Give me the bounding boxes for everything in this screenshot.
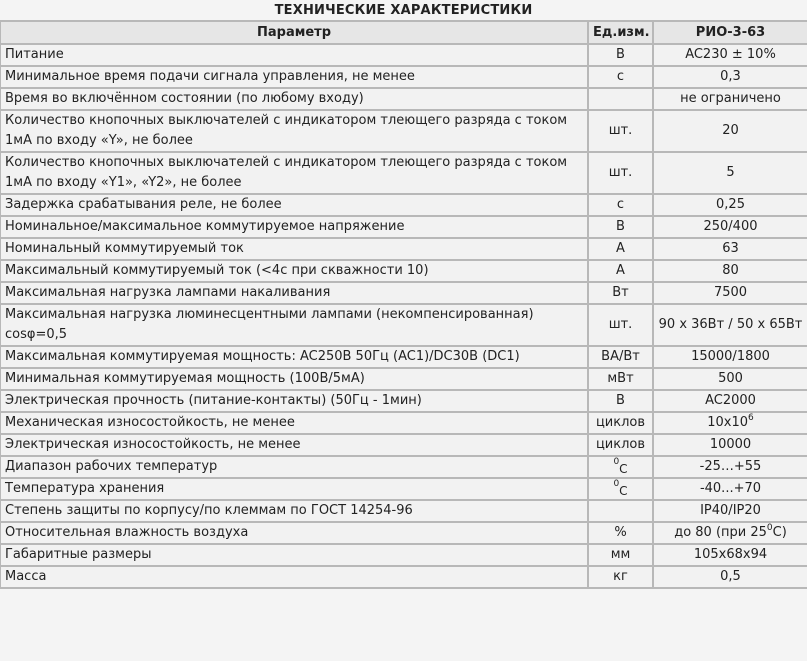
value-post: C) bbox=[772, 525, 787, 540]
value-cell: 63 bbox=[653, 238, 807, 260]
value-cell: 250/400 bbox=[653, 216, 807, 238]
header-param: Параметр bbox=[0, 21, 588, 44]
unit-cell bbox=[588, 500, 653, 522]
unit-cell: ВА/Вт bbox=[588, 346, 653, 368]
param-cell: Задержка срабатывания реле, не более bbox=[0, 194, 588, 216]
table-row bbox=[0, 216, 807, 238]
param-cell: Максимальная нагрузка лампами накаливания bbox=[0, 282, 588, 304]
param-cell: Минимальное время подачи сигнала управления, не менее bbox=[0, 66, 588, 88]
unit-sup: 0 bbox=[613, 457, 620, 467]
unit-cell: с bbox=[588, 194, 653, 216]
unit-cell: Вт bbox=[588, 282, 653, 304]
table-row bbox=[0, 412, 807, 434]
value-cell: 0,3 bbox=[653, 66, 807, 88]
value-cell: AC230 ± 10% bbox=[653, 44, 807, 66]
param-cell: Количество кнопочных выключателей с индикатором тлеющего разряда с током 1мА по входу «Y», не более bbox=[0, 110, 588, 152]
table-row bbox=[0, 544, 807, 566]
unit-cell: циклов bbox=[588, 434, 653, 456]
table-row bbox=[0, 260, 807, 282]
param-cell: Максимальная коммутируемая мощность: AC250В 50Гц (AC1)/DC30В (DC1) bbox=[0, 346, 588, 368]
table-row bbox=[0, 238, 807, 260]
param-cell: Электрическая износостойкость, не менее bbox=[0, 434, 588, 456]
table-row bbox=[0, 456, 807, 478]
value-cell: 20 bbox=[653, 110, 807, 152]
page-title: ТЕХНИЧЕСКИЕ ХАРАКТЕРИСТИКИ bbox=[274, 3, 533, 18]
table-row bbox=[0, 66, 807, 88]
unit-cell: циклов bbox=[588, 412, 653, 434]
unit-cell: А bbox=[588, 238, 653, 260]
unit-cell: шт. bbox=[588, 152, 653, 194]
header-unit: Ед.изм. bbox=[588, 21, 653, 44]
table-row bbox=[0, 88, 807, 110]
unit-cell bbox=[588, 478, 653, 500]
unit-cell: шт. bbox=[588, 110, 653, 152]
value-cell: не ограничено bbox=[653, 88, 807, 110]
table-row bbox=[0, 478, 807, 500]
unit-cell: кг bbox=[588, 566, 653, 588]
unit-cell: мВт bbox=[588, 368, 653, 390]
unit-cell bbox=[588, 88, 653, 110]
table-row bbox=[0, 346, 807, 368]
unit-cell: В bbox=[588, 216, 653, 238]
param-cell: Масса bbox=[0, 566, 588, 588]
param-cell: Количество кнопочных выключателей с индикатором тлеющего разряда с током 1мА по входу «Y1», «Y2», не более bbox=[0, 152, 588, 194]
table-row bbox=[0, 194, 807, 216]
param-cell: Минимальная коммутируемая мощность (100В/5мА) bbox=[0, 368, 588, 390]
param-cell: Габаритные размеры bbox=[0, 544, 588, 566]
value-cell: 90 x 36Вт / 50 x 65Вт bbox=[653, 304, 807, 346]
table-row bbox=[0, 566, 807, 588]
value-cell: IP40/IP20 bbox=[653, 500, 807, 522]
param-cell: Температура хранения bbox=[0, 478, 588, 500]
param-cell: Питание bbox=[0, 44, 588, 66]
value-cell: AC2000 bbox=[653, 390, 807, 412]
table-row bbox=[0, 110, 807, 152]
table-row bbox=[0, 522, 807, 544]
value-cell: 15000/1800 bbox=[653, 346, 807, 368]
table-row bbox=[0, 282, 807, 304]
value-cell: 7500 bbox=[653, 282, 807, 304]
param-cell: Максимальный коммутируемый ток (<4с при скважности 10) bbox=[0, 260, 588, 282]
unit-cell: А bbox=[588, 260, 653, 282]
param-cell: Номинальный коммутируемый ток bbox=[0, 238, 588, 260]
param-cell: Номинальное/максимальное коммутируемое напряжение bbox=[0, 216, 588, 238]
unit-cell: с bbox=[588, 66, 653, 88]
param-cell: Электрическая прочность (питание-контакты) (50Гц - 1мин) bbox=[0, 390, 588, 412]
param-cell: Степень защиты по корпусу/по клеммам по ГОСТ 14254-96 bbox=[0, 500, 588, 522]
table-row bbox=[0, 44, 807, 66]
param-cell: Диапазон рабочих температур bbox=[0, 456, 588, 478]
value-cell: 0,5 bbox=[653, 566, 807, 588]
unit-cell: мм bbox=[588, 544, 653, 566]
value-sup: 0 bbox=[766, 523, 773, 533]
unit-cell bbox=[588, 456, 653, 478]
table-header-row bbox=[0, 21, 807, 44]
param-cell: Максимальная нагрузка люминесцентными лампами (некомпенсированная) cosφ=0,5 bbox=[0, 304, 588, 346]
table-row bbox=[0, 390, 807, 412]
header-value: РИО-3-63 bbox=[653, 21, 807, 44]
table-row bbox=[0, 368, 807, 390]
unit-cell: % bbox=[588, 522, 653, 544]
value-cell: 0,25 bbox=[653, 194, 807, 216]
value-cell bbox=[653, 522, 807, 544]
unit-cell: В bbox=[588, 390, 653, 412]
value-cell: -25…+55 bbox=[653, 456, 807, 478]
specs-table bbox=[0, 20, 807, 589]
unit-cell: шт. bbox=[588, 304, 653, 346]
value-base: 10x10 bbox=[707, 415, 749, 430]
table-row bbox=[0, 500, 807, 522]
param-cell: Механическая износостойкость, не менее bbox=[0, 412, 588, 434]
table-row bbox=[0, 304, 807, 346]
unit-sub: C bbox=[619, 462, 628, 476]
param-cell: Относительная влажность воздуха bbox=[0, 522, 588, 544]
value-cell: 10000 bbox=[653, 434, 807, 456]
value-cell: 80 bbox=[653, 260, 807, 282]
value-cell: 105x68x94 bbox=[653, 544, 807, 566]
value-sup: 6 bbox=[748, 413, 754, 423]
value-cell bbox=[653, 412, 807, 434]
table-row bbox=[0, 434, 807, 456]
unit-cell: В bbox=[588, 44, 653, 66]
unit-sup: 0 bbox=[613, 479, 620, 489]
value-cell: 500 bbox=[653, 368, 807, 390]
table-row bbox=[0, 152, 807, 194]
value-cell: -40...+70 bbox=[653, 478, 807, 500]
value-cell: 5 bbox=[653, 152, 807, 194]
param-cell: Время во включённом состоянии (по любому входу) bbox=[0, 88, 588, 110]
unit-sub: C bbox=[619, 484, 628, 498]
value-pre: до 80 (при 25 bbox=[674, 525, 767, 540]
